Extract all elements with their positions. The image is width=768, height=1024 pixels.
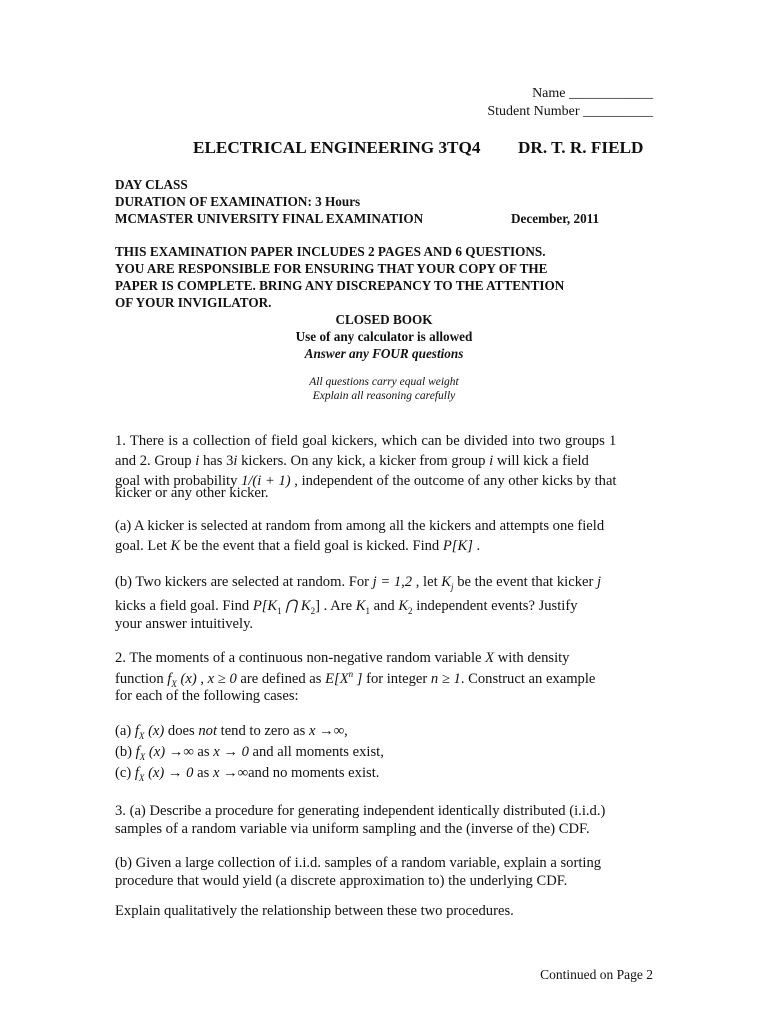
q2-line-1: 2. The moments of a continuous non-negative random variable X with density [115,650,570,666]
day-class-label: DAY CLASS [115,177,188,192]
notice-line-4: OF YOUR INVIGILATOR. [115,295,272,310]
q1b-line-3: your answer intuitively. [115,616,254,632]
q3-relationship: Explain qualitatively the relationship between these two procedures. [115,903,514,919]
q1-intro-line-3: goal with probability 1/(i + 1) , independent of the outcome of any other kicks by that [115,473,617,489]
q3b-line-2: procedure that would yield (a discrete approximation to) the underlying CDF. [115,873,568,889]
exam-date: December, 2011 [511,211,600,226]
weight-rule: All questions carry equal weight [309,376,459,388]
q2-line-3: for each of the following cases: [115,688,299,704]
q2-case-b: (b) $f_X$ (x) →∞ as x → 0 and all moments exist, [115,744,384,762]
name-field-label: Name ____________ [532,86,653,101]
q1-intro-line-2: and 2. Group i has 3i kickers. On any kick, a kicker from group i will kick a field [115,453,589,469]
notice-line-1: THIS EXAMINATION PAPER INCLUDES 2 PAGES AND 6 QUESTIONS. [115,244,546,259]
q1b-line-2: kicks a field goal. Find $P[K_1$ ⋂ $K_2$] . Are $K_1$ and $K_2$ independent events? Justify [115,598,578,616]
q2-line-2: function $f_X$ (x) , x ≥ 0 are defined as $E[X^n$ ] for integer n ≥ 1. Construct an example [115,669,596,689]
calculator-rule: Use of any calculator is allowed [295,329,473,344]
q2-case-c: (c) $f_X$ (x) → 0 as x →∞and no moments exist. [115,765,380,783]
reasoning-rule: Explain all reasoning carefully [312,390,456,402]
q2-case-a: (a) $f_X$ (x) does not tend to zero as x →∞, [115,723,348,741]
q1b-line-1: (b) Two kickers are selected at random. For j = 1,2 , let $K_j$ be the event that kicker j [115,574,602,592]
answer-rule: Answer any FOUR questions [304,346,464,361]
student-number-field-label: Student Number __________ [487,104,653,119]
closed-book-label: CLOSED BOOK [335,312,433,327]
notice-line-3: PAPER IS COMPLETE. BRING ANY DISCREPANCY TO THE ATTENTION [115,278,565,293]
course-title: ELECTRICAL ENGINEERING 3TQ4 [193,138,481,157]
q3b-line-1: (b) Given a large collection of i.i.d. samples of a random variable, explain a sorting [115,855,602,871]
q1-intro-line-1: 1. There is a collection of field goal kickers, which can be divided into two groups 1 [115,433,617,449]
instructor-name: DR. T. R. FIELD [518,138,644,157]
q1-intro-line-4: kicker or any other kicker. [115,485,269,501]
q1a-line-1: (a) A kicker is selected at random from among all the kickers and attempts one field [115,518,605,534]
q3a-line-1: 3. (a) Describe a procedure for generating independent identically distributed (i.i.d.) [115,803,606,819]
continued-on-page-note: Continued on Page 2 [540,967,653,982]
duration-label: DURATION OF EXAMINATION: 3 Hours [115,194,361,209]
university-label: MCMASTER UNIVERSITY FINAL EXAMINATION [115,211,424,226]
notice-line-2: YOU ARE RESPONSIBLE FOR ENSURING THAT YOUR COPY OF THE [115,261,548,276]
q1a-line-2: goal. Let K be the event that a field goal is kicked. Find P[K] . [115,538,481,554]
q3a-line-2: samples of a random variable via uniform sampling and the (inverse of the) CDF. [115,821,590,837]
